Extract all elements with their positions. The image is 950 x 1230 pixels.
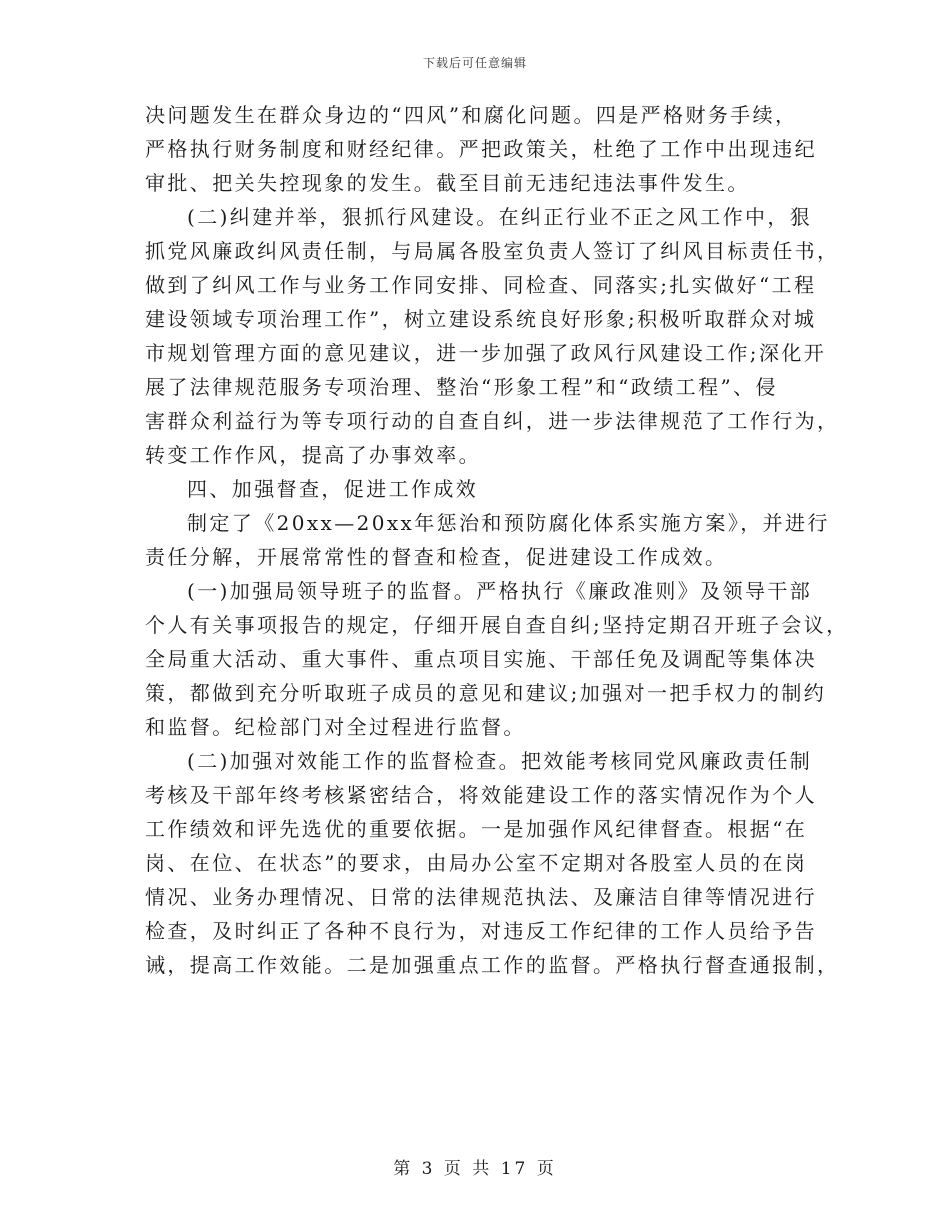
body-line: (二)纠建并举，狠抓行风建设。在纠正行业不正之风工作中，狠 [187, 205, 813, 229]
body-line: 工作绩效和评先选优的重要依据。一是加强作风纪律督查。根据“在 [145, 817, 808, 841]
body-line: 建设领域专项治理工作”，树立建设系统良好形象;积极听取群众对城 [145, 307, 817, 331]
body-line: 市规划管理方面的意见建议，进一步加强了政风行风建设工作;深化开 [145, 341, 827, 365]
body-line: 个人有关事项报告的规定，仔细开展自查自纠;坚持定期召开班子会议， [145, 613, 849, 637]
header-note: 下载后可任意编辑 [422, 56, 527, 70]
body-line: 情况、业务办理情况、日常的法律规范执法、及廉洁自律等情况进行 [145, 885, 817, 909]
body-line: 做到了纠风工作与业务工作同安排、同检查、同落实;扎实做好“工程 [145, 273, 817, 297]
body-line: (二)加强对效能工作的监督检查。把效能考核同党风廉政责任制 [187, 749, 813, 773]
body-line: 岗、在位、在状态”的要求，由局办公室不定期对各股室人员的在岗 [145, 851, 808, 875]
body-line: 责任分解，开展常常性的督查和检查，促进建设工作成效。 [145, 545, 728, 569]
body-line: 全局重大活动、重大事件、重点项目实施、干部任免及调配等集体决 [145, 647, 817, 671]
body-line: (一)加强局领导班子的监督。严格执行《廉政准则》及领导干部 [187, 579, 813, 603]
body-line: 严格执行财务制度和财经纪律。严把政策关，杜绝了工作中出现违纪 [145, 137, 817, 161]
body-line: 诫，提高工作效能。二是加强重点工作的监督。严格执行督查通报制， [145, 953, 840, 977]
body-line: 审批、把关失控现象的发生。截至目前无违纪违法事件发生。 [145, 171, 750, 195]
body-line: 和监督。纪检部门对全过程进行监督。 [145, 715, 526, 739]
body-line: 检查，及时纠正了各种不良行为，对违反工作纪律的工作人员给予告 [145, 919, 817, 943]
body-line: 考核及干部年终考核紧密结合，将效能建设工作的落实情况作为个人 [145, 783, 817, 807]
body-line: 制定了《20xx—20xx年惩治和预防腐化体系实施方案》，并进行 [187, 511, 830, 535]
body-line: 害群众利益行为等专项行动的自查自纠，进一步法律规范了工作行为， [145, 409, 840, 433]
body-line: 抓党风廉政纠风责任制，与局属各股室负责人签订了纠风目标责任书， [145, 239, 840, 263]
section-heading: 四、加强督查，促进工作成效 [187, 477, 479, 501]
page-number-footer: 第 3 页 共 17 页 [393, 1159, 557, 1179]
body-line: 策，都做到充分听取班子成员的意见和建议;加强对一把手权力的制约 [145, 681, 827, 705]
body-line: 决问题发生在群众身边的“四风”和腐化问题。四是严格财务手续， [145, 103, 798, 127]
body-line: 展了法律规范服务专项治理、整治“形象工程”和“政绩工程”、侵 [145, 375, 778, 399]
body-line: 转变工作作风，提高了办事效率。 [145, 443, 481, 467]
